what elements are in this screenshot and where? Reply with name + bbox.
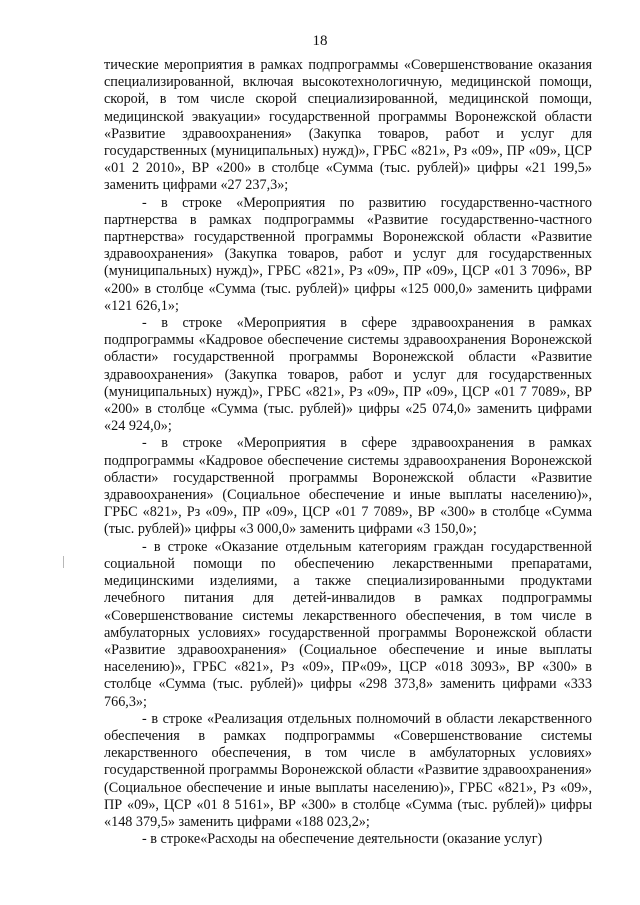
paragraph-item: - в строке «Оказание отдельным категориям граждан государственной социальной помощи по обеспечению лекарственными препаратами, медицинскими изделиями, а также специализированными продуктами лечебного питания для детей-инвалидов в рамках подпрограммы «Совершенствование системы лекарственного обеспечения, в том числе в амбулаторных условиях» государственной программы Воронежской области «Развитие здравоохранения» (Социальное обеспечение и иные выплаты населению)», ГРБС «821», Рз «09», ПР«09», ЦСР «018 3093», ВР «300» в столбце «Сумма (тыс. рублей)» цифры «298 373,8» заменить цифрами «333 766,3»; [104, 538, 592, 710]
paragraph-item: - в строке «Мероприятия по развитию государственно-частного партнерства в рамках подпрограммы «Развитие государственно-частного партнерства» государственной программы Воронежской области «Развитие здравоохранения» (Закупка товаров, работ и услуг для государственных (муниципальных) нужд)», ГРБС «821», Рз «09», ПР «09», ЦСР «01 3 7096», ВР «200» в столбце «Сумма (тыс. рублей)» цифры «125 000,0» заменить цифрами «121 626,1»; [104, 194, 592, 314]
paragraph-item: - в строке «Реализация отдельных полномочий в области лекарственного обеспечения в рамках подпрограммы «Совершенствование системы лекарственного обеспечения, в том числе в амбулаторных условиях» государственной программы Воронежской области «Развитие здравоохранения» (Социальное обеспечение и иные выплаты населению)», ГРБС «821», Рз «09», ПР «09», ЦСР «01 8 5161», ВР «300» в столбце «Сумма (тыс. рублей)» цифры «148 379,5» заменить цифрами «188 023,2»; [104, 710, 592, 830]
margin-mark [63, 556, 64, 568]
paragraph-item-partial: - в строке«Расходы на обеспечение деятельности (оказание услуг) [142, 831, 543, 848]
paragraph-item: - в строке «Мероприятия в сфере здравоохранения в рамках подпрограммы «Кадровое обеспечение системы здравоохранения Воронежской области» государственной программы Воронежской области «Развитие здравоохранения» (Социальное обеспечение и иные выплаты населению)», ГРБС «821», Рз «09», ПР «09», ЦСР «01 7 7089», ВР «300» в столбце «Сумма (тыс. рублей)» цифры «3 000,0» заменить цифрами «3 150,0»; [104, 435, 592, 538]
document-body [104, 57, 592, 848]
paragraph-continuation: тические мероприятия в рамках подпрограммы «Совершенствование оказания специализированной, включая высокотехнологичную, медицинской помощи, скорой, в том числе скорой специализированной, медицинской помощи, медицинской эвакуации» государственной программы Воронежской области «Развитие здравоохранения» (Закупка товаров, работ и услуг для государственных (муниципальных) нужд)», ГРБС «821», Рз «09», ПР «09», ЦСР «01 2 2010», ВР «200» в столбце «Сумма (тыс. рублей)» цифры «21 199,5» заменить цифрами «27 237,3»; [104, 57, 592, 194]
page-number: 18 [312, 33, 328, 49]
paragraph-item: - в строке «Мероприятия в сфере здравоохранения в рамках подпрограммы «Кадровое обеспечение системы здравоохранения Воронежской области» государственной программы Воронежской области «Развитие здравоохранения» (Закупка товаров, работ и услуг для государственных (муниципальных) нужд)», ГРБС «821», Рз «09», ПР «09», ЦСР «01 7 7089», ВР «200» в столбце «Сумма (тыс. рублей)» цифры «25 074,0» заменить цифрами «24 924,0»; [104, 315, 592, 435]
